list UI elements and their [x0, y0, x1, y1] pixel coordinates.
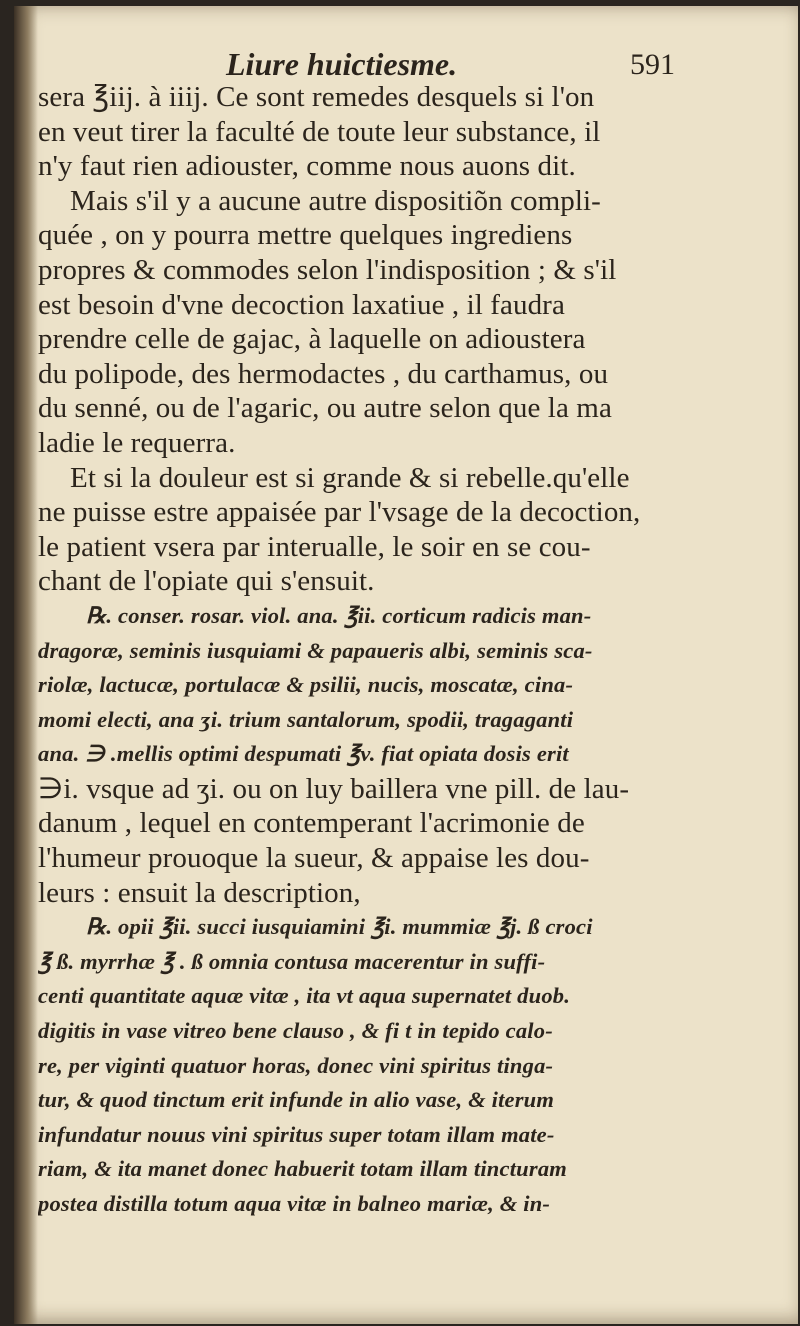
- text-line: du senné, ou de l'agaric, ou autre selon que la ma: [38, 392, 612, 425]
- text-line: en veut tirer la faculté de toute leur substance, il: [38, 115, 601, 148]
- text-body: [38, 80, 790, 1222]
- text-line: infundatur nouus vini spiritus super totam illam mate-: [38, 1121, 555, 1147]
- book-gutter: [14, 6, 38, 1324]
- text-line: tur, & quod tinctum erit infunde in alio vase, & iterum: [38, 1087, 555, 1113]
- text-line: danum , lequel en contemperant l'acrimonie de: [38, 807, 585, 840]
- text-line: postea distilla totum aqua vitæ in balneo mariæ, & in-: [38, 1191, 551, 1216]
- text-line: sera ℥iij. à iiij. Ce sont remedes desquels si l'on: [38, 81, 595, 113]
- text-line: ladie le requerra.: [38, 426, 236, 459]
- text-line: Et si la douleur est si grande & si rebelle.qu'elle: [70, 461, 630, 494]
- text-line: re, per viginti quatuor horas, donec vini spiritus tinga-: [38, 1052, 554, 1078]
- text-line: riam, & ita manet donec habuerit totam illam tincturam: [38, 1156, 567, 1182]
- text-line: le patient vsera par interualle, le soir en se cou-: [38, 530, 591, 563]
- text-line: momi electi, ana ʒi. trium santalorum, spodii, tragaganti: [38, 706, 574, 732]
- text-line: ∋i. vsque ad ʒi. ou on luy baillera vne pill. de lau-: [38, 772, 630, 805]
- text-line: quée , on y pourra mettre quelques ingrediens: [38, 219, 573, 252]
- text-line: riolæ, lactucæ, portulacæ & psilii, nucis, moscatæ, cina-: [38, 672, 574, 698]
- text-line: propres & commodes selon l'indisposition ; & s'il: [38, 253, 617, 286]
- text-line: ℥ ß. myrrhæ ℥ . ß omnia contusa macerentur in suffi-: [38, 948, 546, 974]
- text-line: Mais s'il y a aucune autre dispositiõn compli-: [70, 184, 601, 217]
- page-number: 591: [630, 48, 675, 81]
- text-line: ℞. conser. rosar. viol. ana. ℥ii. corticum radicis man-: [86, 602, 592, 628]
- text-line: centi quantitate aquæ vitæ , ita vt aqua supernatet duob.: [38, 983, 571, 1009]
- book-page: [14, 6, 798, 1324]
- text-line: digitis in vase vitreo bene clauso , & fi t in tepido calo-: [38, 1018, 553, 1044]
- text-line: l'humeur prouoque la sueur, & appaise les dou-: [38, 842, 590, 875]
- text-line: prendre celle de gajac, à laquelle on adioustera: [38, 323, 586, 356]
- text-line: est besoin d'vne decoction laxatiue , il faudra: [38, 288, 565, 321]
- text-line: chant de l'opiate qui s'ensuit.: [38, 565, 375, 598]
- text-line: n'y faut rien adiouster, comme nous auons dit.: [38, 150, 576, 183]
- text-line: dragoræ, seminis iusquiami & papaueris albi, seminis sca-: [38, 637, 593, 663]
- text-line: ana. ∋ .mellis optimi despumati ℥v. fiat opiata dosis erit: [38, 741, 569, 767]
- text-line: ne puisse estre appaisée par l'vsage de la decoction,: [38, 496, 641, 529]
- text-line: ℞. opii ℥ii. succi iusquiamini ℥i. mummiæ ℥j. ß croci: [86, 914, 593, 940]
- text-line: du polipode, des hermodactes , du carthamus, ou: [38, 357, 609, 390]
- text-line: leurs : ensuit la description,: [38, 876, 361, 909]
- running-title: Liure huictiesme.: [226, 46, 458, 82]
